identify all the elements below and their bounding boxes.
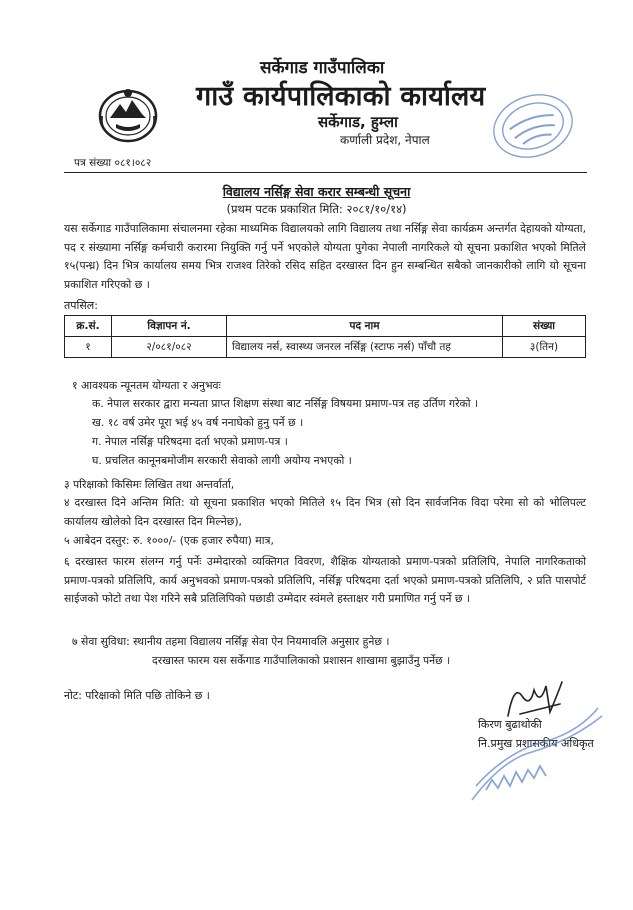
posts-table <box>64 315 586 358</box>
details-label: तपसिल: <box>64 299 98 312</box>
exam-type: ३ परिक्षाको किसिमः लिखित तथा अन्तर्वार्ता, <box>64 478 235 491</box>
office-name: गाउँ कार्यपालिकाको कार्यालय <box>196 81 486 112</box>
table-header-row <box>65 316 586 337</box>
service-facility: ७ सेवा सुविधा: स्थानीय तहमा विद्यालय नर्सिङ्ग सेवा ऐन नियमावलि अनुसार हुनेछ । <box>72 635 390 648</box>
table-row <box>65 337 586 358</box>
signatory-name: किरण बुढाथोकी <box>478 718 542 731</box>
column-header: विज्ञापन नं. <box>112 316 227 337</box>
table-cell: १ <box>65 337 112 358</box>
table-cell: ३(तिन) <box>503 337 586 358</box>
municipality-name: सर्केगाड गाउँपालिका <box>260 58 385 78</box>
exam-date-note: नोट: परिक्षाको मिति पछि तोकिने छ । <box>64 689 210 702</box>
signature-stamp-icon <box>462 700 612 810</box>
notice-paragraph: यस सर्केगाड गाउँपालिकामा संचालनमा रहेका माध्यमिक विद्यालयको लागि विद्यालय तथा नर्सिङ्ग सेवा कार्यक्रम अन्तर्गत देहायको योग्यता, पद र संख्यामा नर्सिङ्ग कर्मचारी करारमा नियुक्ति गर्नु पर्ने भएकोले योग्यता पुगेका नेपाली नागरिकले यो सूचना प्रकाशित भएको मितिले १५(पन्ध्र) दिन भित्र कार्यालय समय भित्र राजश्व तिरेको रसिद सहित दरखास्त दिन हुन सम्बन्धित सबैको जानकारीको लागि यो सूचना प्रकाशित गरिएको छ । <box>64 222 586 291</box>
qualifications-heading: १ आवश्यक न्यूनतम योग्यता र अनुभवः <box>72 379 221 392</box>
notice-subtitle: (प्रथम पटक प्रकाशित मिति: २०८१/१०/१४) <box>226 202 407 216</box>
qualification-item: ग. नेपाल नर्सिङ्ग परिषदमा दर्ता भएको प्रमाण-पत्र । <box>92 435 288 448</box>
table-cell: २/०८१/०८२ <box>112 337 227 358</box>
province-name: कर्णाली प्रदेश, नेपाल <box>340 133 430 147</box>
notice-title-text: विद्यालय नर्सिङ्ग सेवा करार सम्बन्धी सूचना <box>222 184 411 199</box>
nepal-emblem-icon <box>96 84 160 144</box>
form-availability: दरखास्त फारम यस सर्केगाड गाउँपालिकाको प्रशासन शाखामा बुझाउँनु पर्नेछ । <box>152 654 451 667</box>
reference-number: पत्र संख्या ०८१।०८२ <box>74 157 152 169</box>
office-location: सर्केगाड, हुम्ला <box>318 113 398 131</box>
signatory-title: नि.प्रमुख प्रशासकीय अधिकृत <box>478 737 594 750</box>
qualification-item: क. नेपाल सरकार द्वारा मन्यता प्राप्त शिक्षण संस्था बाट नर्सिङ्ग विषयमा प्रमाण-पत्र तह उर्तिण गरेको । <box>92 397 479 410</box>
application-deadline: ४ दरखास्त दिने अन्तिम मिति: यो सूचना प्रकाशित भएको मितिले १५ दिन भित्र (सो दिन सार्वजनिक विदा परेमा सो को भोलिपल्ट कार्यालय खोलेको दिन दरखास्त दिन मिल्नेछ), <box>64 496 586 528</box>
application-fee: ५ आबेदन दस्तुर: रु. १०००/- (एक हजार रुपैया) मात्र, <box>64 534 274 547</box>
column-header: क्र.सं. <box>65 316 112 337</box>
column-header: पद नाम <box>227 316 503 337</box>
office-stamp-icon <box>488 86 578 166</box>
table-cell: विद्यालय नर्स, स्वास्थ्य जनरल नर्सिङ्ग (स्टाफ नर्स) पाँचौ तह <box>227 337 503 358</box>
qualification-item: ख. १८ वर्ष उमेर पूरा भई ४५ वर्ष ननाघेको हुनु पर्ने छ । <box>92 416 304 429</box>
notice-title <box>0 183 633 200</box>
qualification-item: घ. प्रचलित कानूनबमोजीम सरकारी सेवाको लागी अयोग्य नभएको । <box>92 454 352 467</box>
column-header: संख्या <box>503 316 586 337</box>
required-attachments: ६ दरखास्त फारम संलग्न गर्नु पर्नेः उम्मेदारको व्यक्तिगत विवरण, शैक्षिक योग्यताको प्रमाण-पत्रको प्रतिलिपि, नेपालि नागरिकताको प्रमाण-पत्रको प्रतिलिपि, कार्य अनुभवको प्रमाण-पत्रको प्रतिलिपि, नर्सिङ्ग परिषदमा दर्ता भएको प्रमाण-पत्रको प्रतिलिपि, २ प्रति पासपोर्ट साईजको फोटो तथा पेश गरिने सबै प्रतिलिपिको पछाडी उम्मेदार स्वंमले हस्ताक्षर गरी प्रमाणित गर्नु पर्ने छ । <box>64 555 586 605</box>
header-divider <box>64 172 587 173</box>
